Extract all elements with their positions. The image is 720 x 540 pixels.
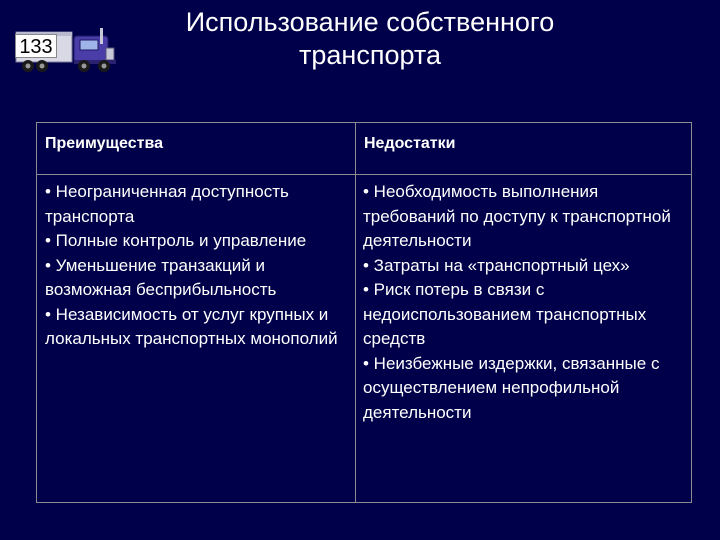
- disadvantage-item: • Риск потерь в связи с недоиспользованием транспортных средств: [363, 280, 647, 348]
- advantage-item: • Уменьшение транзакций и возможная бесприбыльность: [45, 255, 277, 299]
- disadvantage-item: • Неизбежные издержки, связанные с осуществлением непрофильной деятельности: [363, 353, 660, 422]
- disadvantage-item: • Необходимость выполнения требований по доступу к транспортной деятельности: [363, 182, 671, 250]
- slide-number: 133: [15, 34, 57, 58]
- disadvantages-cell: [363, 180, 689, 425]
- advantage-item: • Полные контроль и управление: [45, 231, 307, 250]
- column-divider: [355, 123, 356, 502]
- disadvantage-item: • Затраты на «транспортный цех»: [363, 255, 630, 275]
- comparison-table: [36, 122, 692, 503]
- row-divider: [37, 174, 691, 175]
- slide-title-line-2: транспорта: [299, 40, 441, 70]
- header-disadvantages: Недостатки: [364, 135, 456, 152]
- advantage-item: • Неограниченная доступность транспорта: [45, 182, 289, 226]
- header-advantages: Преимущества: [45, 135, 163, 152]
- advantages-cell: [45, 180, 350, 352]
- slide-title: [130, 6, 610, 72]
- advantage-item: • Независимость от услуг крупных и локальных транспортных монополий: [45, 304, 338, 348]
- slide-title-line-1: Использование собственного: [185, 7, 555, 37]
